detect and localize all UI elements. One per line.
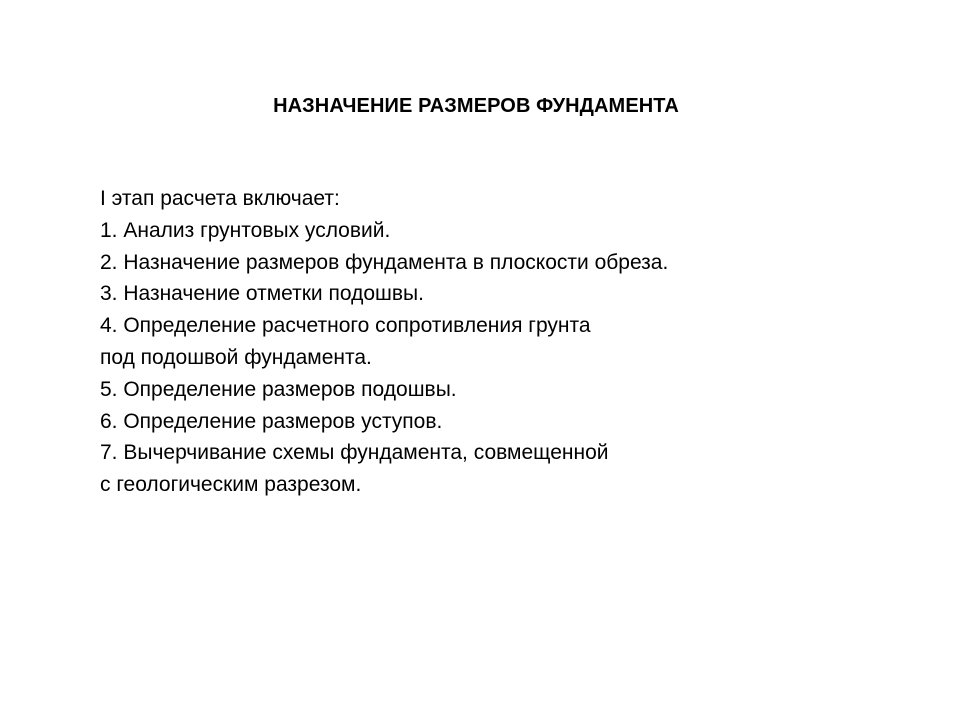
list-item-4: 4. Определение расчетного сопротивления грунта (100, 314, 591, 338)
intro-line: I этап расчета включает: (100, 187, 340, 210)
list-item-3: 3. Назначение отметки подошвы. (100, 282, 424, 306)
list-item-1: 1. Анализ грунтовых условий. (100, 218, 391, 242)
list-item-5: 5. Определение размеров подошвы. (100, 377, 457, 401)
slide-title: НАЗНАЧЕНИЕ РАЗМЕРОВ ФУНДАМЕНТА (273, 95, 679, 117)
list-item-7-continued: с геологическим разрезом. (100, 473, 362, 497)
list-item-2: 2. Назначение размеров фундамента в плоскости обреза. (100, 250, 669, 274)
slide-body (100, 183, 920, 501)
list-item-6: 6. Определение размеров уступов. (100, 409, 443, 433)
list-item-7: 7. Вычерчивание схемы фундамента, совмещенной (100, 441, 609, 465)
list-item-4-continued: под подошвой фундамента. (100, 345, 372, 369)
